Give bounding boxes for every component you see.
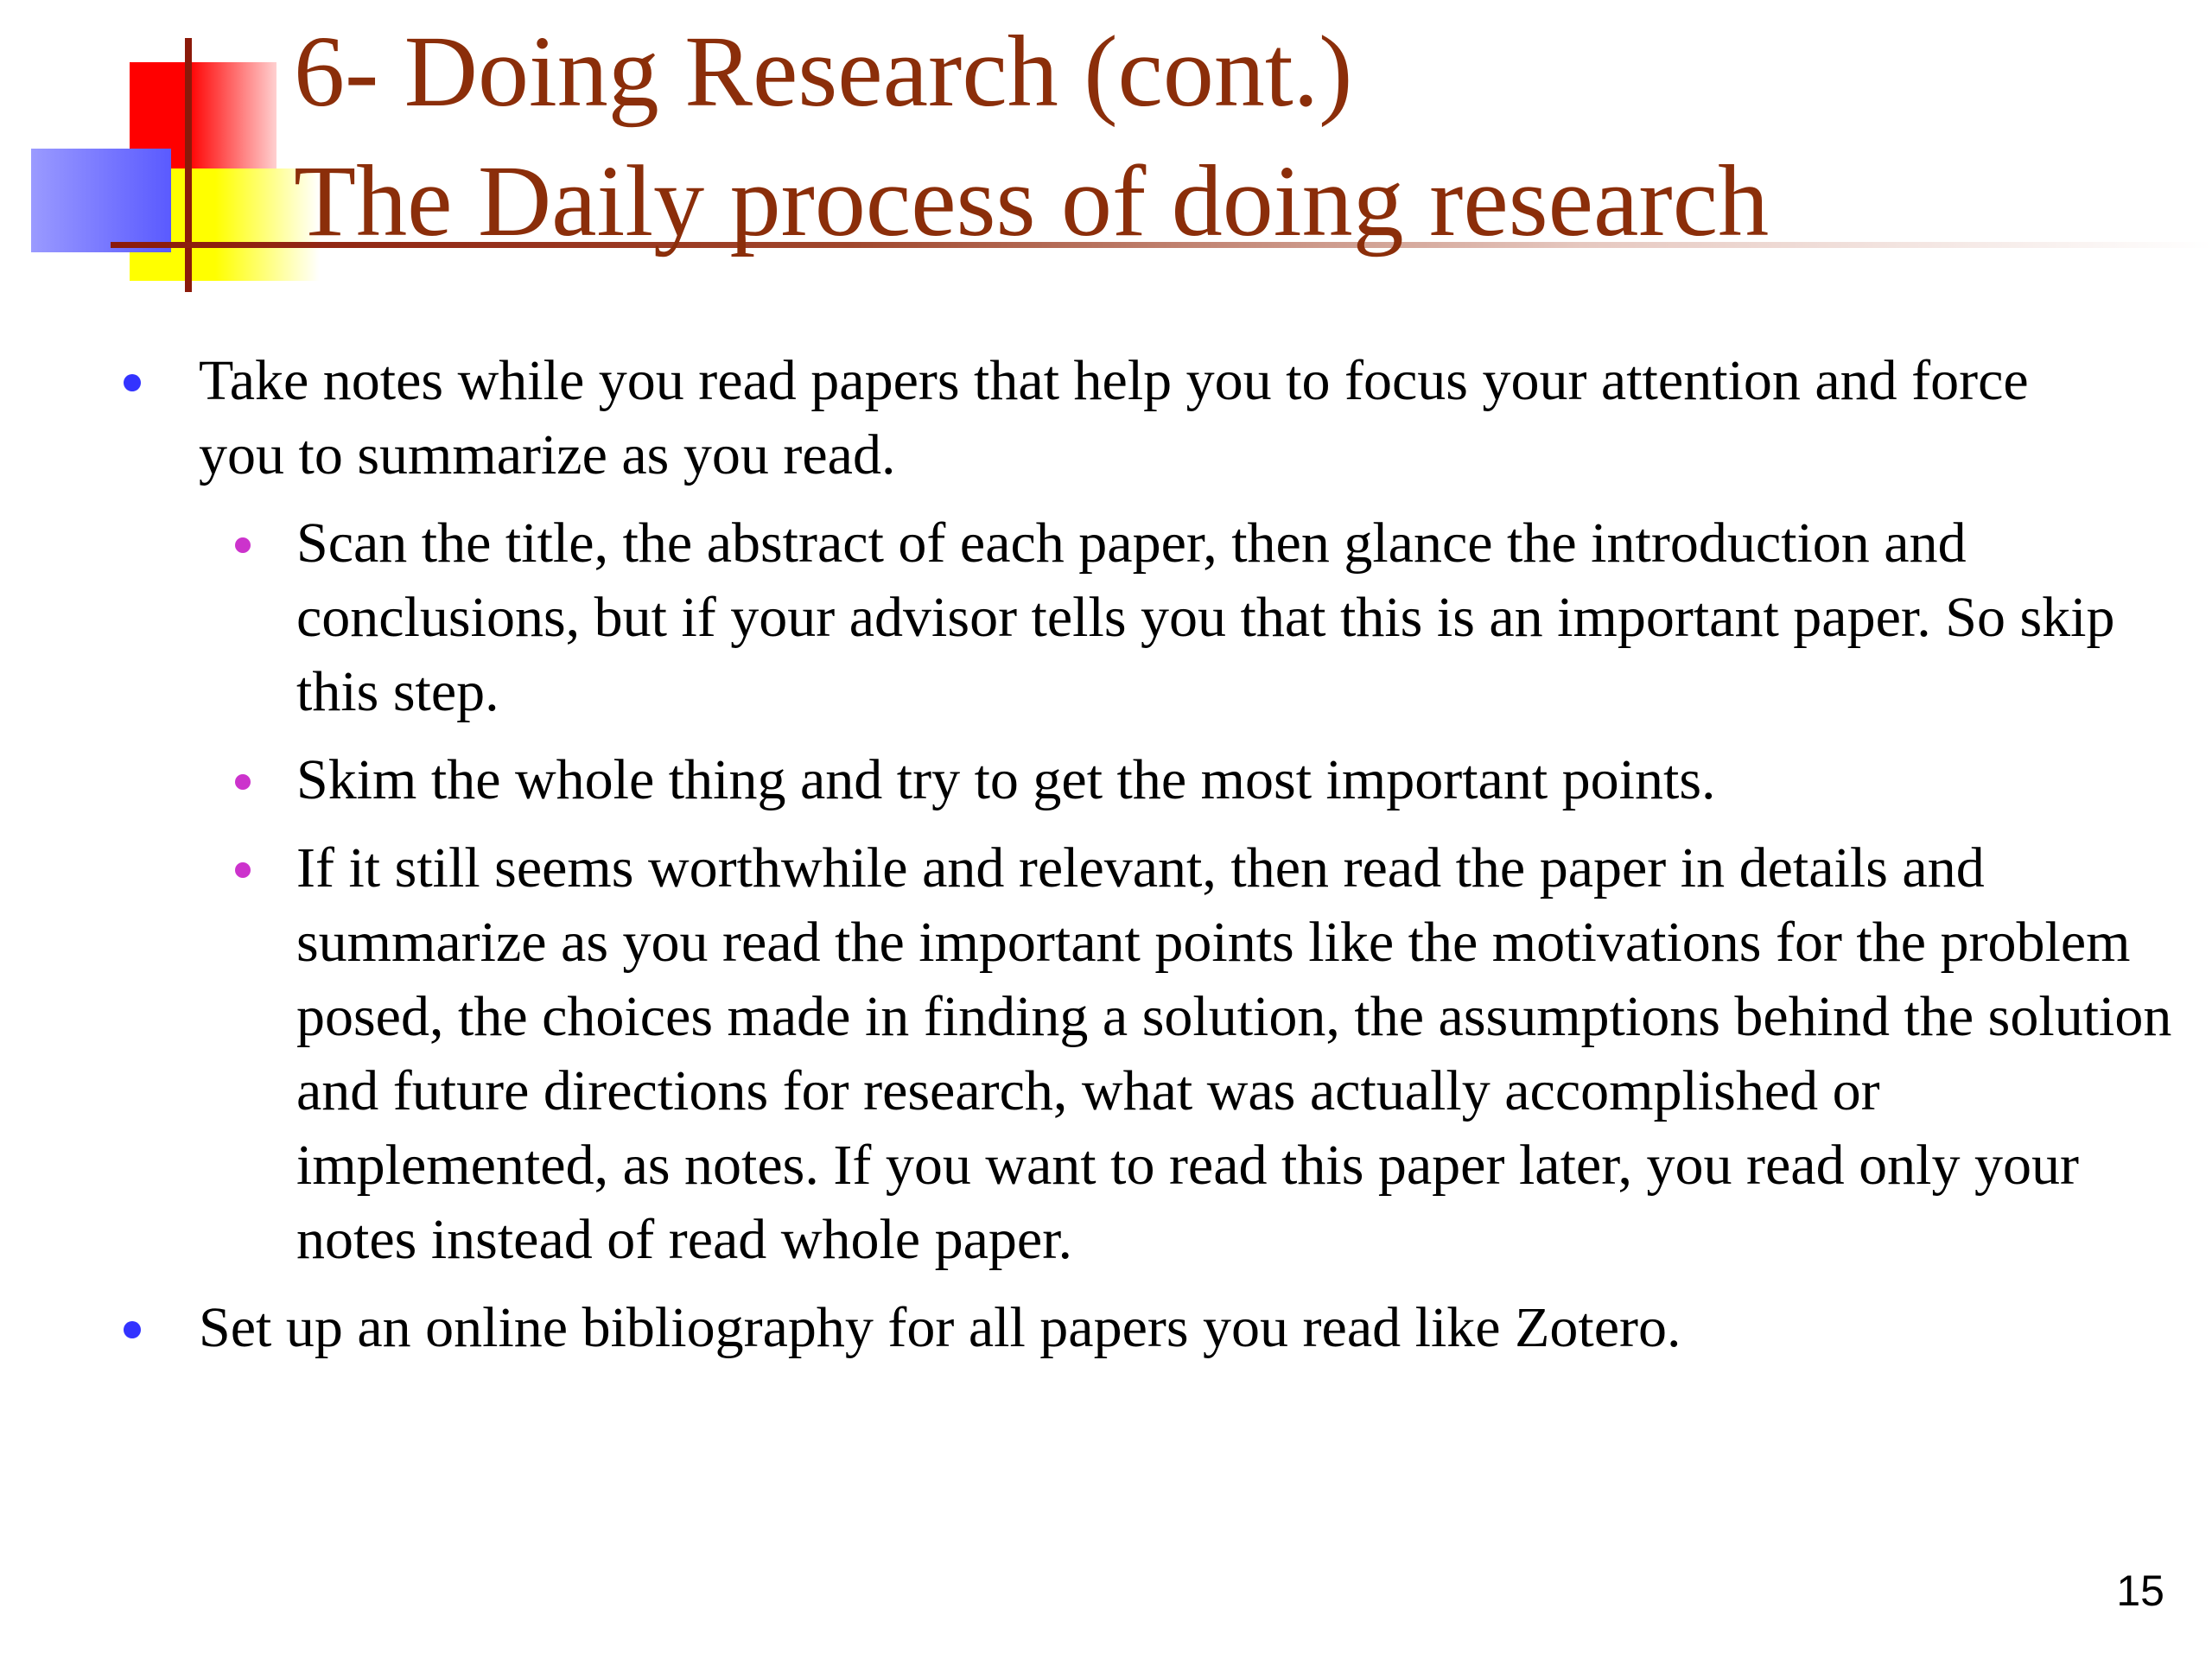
slide-title	[294, 7, 1769, 266]
sub-bullet-text: If it still seems worthwhile and relevant, then read the paper in details and summarize as you read the important points like the motivations for the problem posed, the choices made in finding a solution, the assumptions behind the solution and future directions for research, what was actually accomplished or implemented, as notes. If you want to read this paper later, you read only your notes instead of read whole paper.	[296, 836, 2172, 1271]
bullet-item	[0, 1291, 2117, 1365]
decorative-blue-square	[31, 149, 171, 252]
slide-body	[0, 344, 2212, 1365]
bullet-dot-icon	[124, 374, 141, 391]
sub-bullet-item	[0, 831, 2180, 1277]
sub-bullet-dot-icon	[235, 537, 251, 553]
bullet-text: Set up an online bibliography for all papers you read like Zotero.	[199, 1296, 1681, 1359]
slide-title-line-1: 6- Doing Research (cont.)	[294, 15, 1353, 128]
page-number: 15	[2116, 1567, 2164, 1615]
sub-bullet-dot-icon	[235, 862, 251, 878]
sub-bullet-text: Skim the whole thing and try to get the most important points.	[296, 748, 1716, 811]
sub-bullet-dot-icon	[235, 774, 251, 790]
sub-bullet-item	[0, 506, 2180, 729]
sub-bullet-item	[0, 743, 2180, 817]
decorative-vertical-rule	[185, 38, 192, 292]
bullet-item	[0, 344, 2117, 493]
bullet-text: Take notes while you read papers that help you to focus your attention and force you to summarize as you read.	[199, 349, 2029, 486]
slide-title-line-2: The Daily process of doing research	[294, 144, 1770, 257]
bullet-dot-icon	[124, 1321, 141, 1338]
sub-bullet-text: Scan the title, the abstract of each paper, then glance the introduction and conclusions, but if your advisor tells you that this is an important paper. So skip this step.	[296, 512, 2115, 723]
